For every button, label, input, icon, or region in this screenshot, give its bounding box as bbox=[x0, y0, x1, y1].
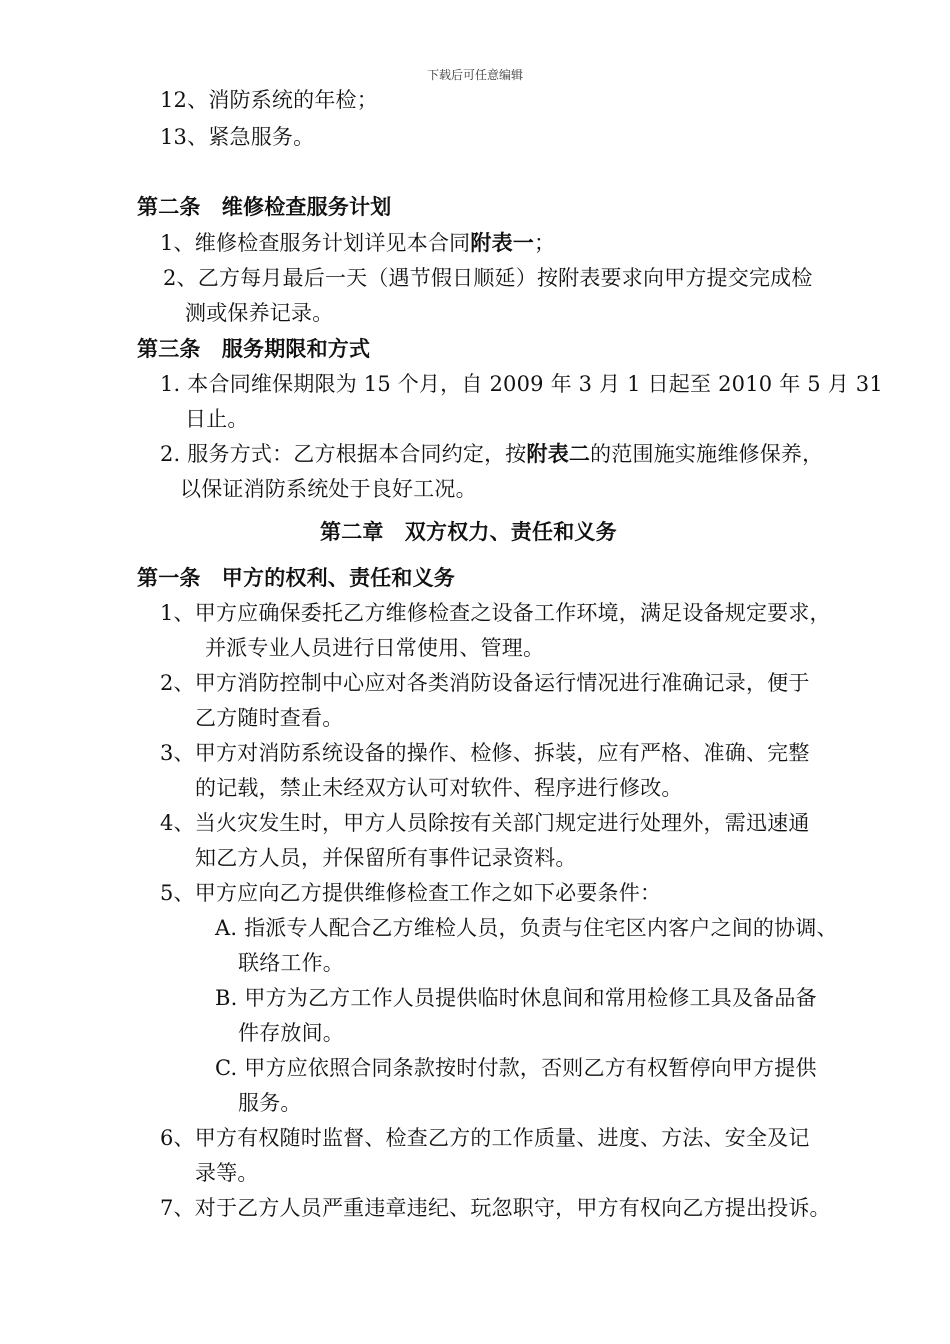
duty-5-c-line-1: C. 甲方应依照合同条款按时付款，否则乙方有权暂停向甲方提供 bbox=[215, 1056, 817, 1080]
article-2-item-2-line-1: 2、乙方每月最后一天（遇节假日顺延）按附表要求向甲方提交完成检 bbox=[163, 266, 813, 290]
article-2-title: 第二条 维修检查服务计划 bbox=[137, 195, 392, 219]
chapter-2-title: 第二章 双方权力、责任和义务 bbox=[320, 520, 617, 544]
appendix-2-ref: 附表二 bbox=[526, 442, 591, 466]
duty-3-line-1: 3、甲方对消防系统设备的操作、检修、拆装，应有严格、准确、完整 bbox=[160, 741, 810, 765]
duty-3-line-2: 的记载，禁止未经双方认可对软件、程序进行修改。 bbox=[195, 776, 683, 800]
duty-2-line-1: 2、甲方消防控制中心应对各类消防设备运行情况进行准确记录，便于 bbox=[160, 671, 810, 695]
duty-5-b-line-1: B. 甲方为乙方工作人员提供临时休息间和常用检修工具及备品备 bbox=[215, 986, 817, 1010]
text-segment: ； bbox=[533, 231, 556, 255]
article-2-item-2-line-2: 测或保养记录。 bbox=[185, 301, 334, 325]
duty-4-line-2: 知乙方人员，并保留所有事件记录资料。 bbox=[195, 846, 577, 870]
duty-5-b-line-2: 件存放间。 bbox=[238, 1021, 344, 1045]
appendix-1-ref: 附表一 bbox=[470, 231, 534, 255]
duty-7: 7、对于乙方人员严重违章违纪、玩忽职守，甲方有权向乙方提出投诉。 bbox=[160, 1196, 831, 1220]
duty-5-a-line-1: A. 指派专人配合乙方维检人员，负责与住宅区内客户之间的协调、 bbox=[215, 916, 838, 940]
article-1-title: 第一条 甲方的权利、责任和义务 bbox=[137, 566, 455, 590]
item-12: 12、消防系统的年检； bbox=[160, 88, 378, 112]
duty-2-line-2: 乙方随时查看。 bbox=[195, 706, 344, 730]
article-3-item-1-line-1: 1. 本合同维保期限为 15 个月，自 2009 年 3 月 1 日起至 2010 年 5 月 31 bbox=[160, 372, 883, 396]
text-segment: 的范围施实施维修保养， bbox=[590, 442, 824, 466]
duty-6-line-1: 6、甲方有权随时监督、检查乙方的工作质量、进度、方法、安全及记 bbox=[160, 1126, 810, 1150]
duty-6-line-2: 录等。 bbox=[195, 1161, 259, 1185]
header-note: 下载后可任意编辑 bbox=[426, 68, 523, 82]
duty-1-line-2: 并派专业人员进行日常使用、管理。 bbox=[205, 636, 545, 660]
duty-5: 5、甲方应向乙方提供维修检查工作之如下必要条件： bbox=[160, 881, 662, 905]
article-3-item-1-line-2: 日止。 bbox=[185, 407, 249, 431]
duty-5-a-line-2: 联络工作。 bbox=[238, 951, 344, 975]
duty-5-c-line-2: 服务。 bbox=[238, 1091, 302, 1115]
text-segment: 1、维修检查服务计划详见本合同 bbox=[160, 231, 471, 255]
text-segment: 2. 服务方式：乙方根据本合同约定，按 bbox=[160, 442, 527, 466]
duty-4-line-1: 4、当火灾发生时，甲方人员除按有关部门规定进行处理外，需迅速通 bbox=[160, 811, 810, 835]
item-13: 13、紧急服务。 bbox=[160, 125, 315, 149]
duty-1-line-1: 1、甲方应确保委托乙方维修检查之设备工作环境，满足设备规定要求， bbox=[160, 601, 831, 625]
article-2-item-1 bbox=[160, 229, 555, 257]
article-3-item-2-line-2: 以保证消防系统处于良好工况。 bbox=[180, 477, 477, 501]
article-3-title: 第三条 服务期限和方式 bbox=[137, 337, 371, 361]
article-3-item-2-line-1 bbox=[160, 440, 823, 468]
